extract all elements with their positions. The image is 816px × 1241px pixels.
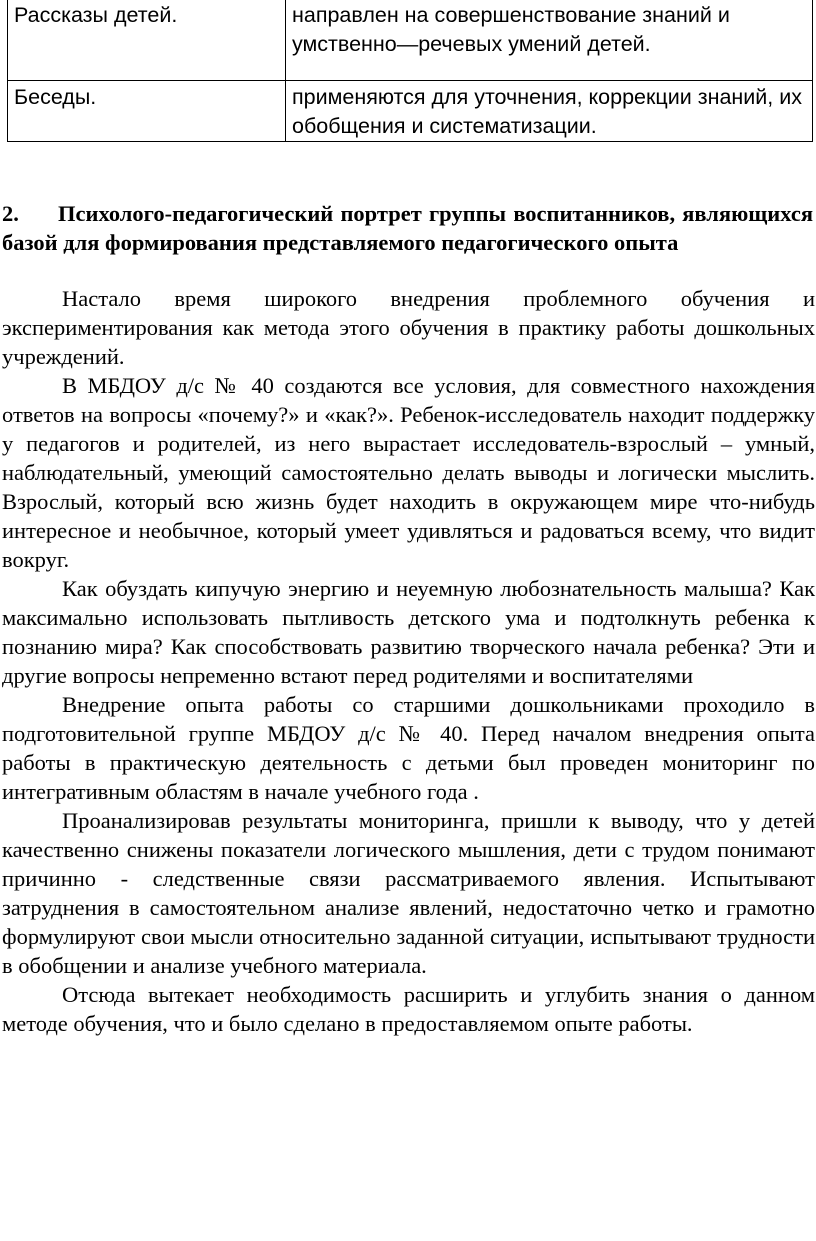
- table-cell-description: применяются для уточнения, коррекции знаний, их обобщения и систематизации.: [286, 81, 813, 142]
- section-heading: [2, 199, 813, 257]
- methods-table: [7, 0, 813, 142]
- section-number: 2.: [2, 201, 19, 226]
- section-body: [2, 284, 815, 1038]
- table-cell-description: направлен на совершенствование знаний и умственно—речевых умений детей.: [286, 0, 813, 81]
- table-row: [8, 81, 813, 142]
- table-row: [8, 0, 813, 81]
- body-paragraph: Как обуздать кипучую энергию и неуемную любознательность малыша? Как максимально использовать пытливость детского ума и подтолкнуть ребенка к познанию мира? Как способствовать развитию творческого начала ребенка? Эти и другие вопросы непременно встают перед родителями и воспитателями: [2, 576, 815, 688]
- table-cell-method: Рассказы детей.: [8, 0, 286, 81]
- body-paragraph: Проанализировав результаты мониторинга, пришли к выводу, что у детей качественно снижены показатели логического мышления, дети с трудом понимают причинно - следственные связи рассматриваемого явления. Испытывают затруднения в самостоятельном анализе явлений, недостаточно четко и грамотно формулируют свои мысли относительно заданной ситуации, испытывают трудности в обобщении и анализе учебного материала.: [2, 808, 815, 978]
- body-paragraph: Настало время широкого внедрения проблемного обучения и экспериментирования как метода этого обучения в практику работы дошкольных учреждений.: [2, 286, 815, 369]
- table-cell-method: Беседы.: [8, 81, 286, 142]
- body-paragraph: Внедрение опыта работы со старшими дошкольниками проходило в подготовительной группе МБДОУ д/с № 40. Перед началом внедрения опыта работы в практическую деятельность с детьми был проведен мониторинг по интегративным областям в начале учебного года .: [2, 692, 815, 804]
- body-paragraph: Отсюда вытекает необходимость расширить и углубить знания о данном методе обучения, что и было сделано в предоставляемом опыте работы.: [2, 982, 815, 1036]
- body-paragraph: В МБДОУ д/с № 40 создаются все условия, для совместного нахождения ответов на вопросы «почему?» и «как?». Ребенок-исследователь находит поддержку у педагогов и родителей, из него вырастает исследователь-взрослый – умный, наблюдательный, умеющий самостоятельно делать выводы и логически мыслить. Взрослый, который всю жизнь будет находить в окружающем мире что-нибудь интересное и необычное, который умеет удивляться и радоваться всему, что видит вокруг.: [2, 373, 815, 572]
- section-title: Психолого-педагогический портрет группы воспитанников, являющихся базой для формирования представляемого педагогического опыта: [2, 201, 813, 255]
